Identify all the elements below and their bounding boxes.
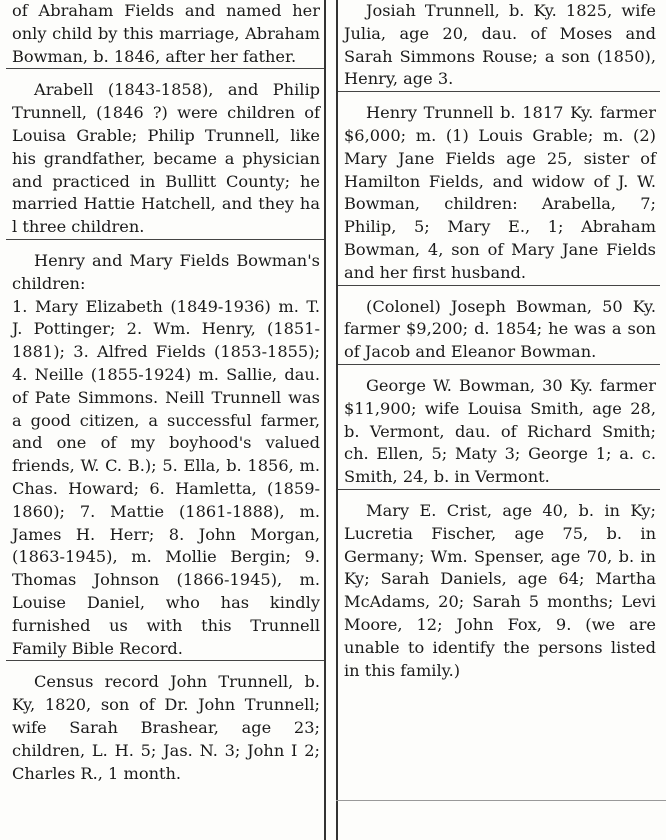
left-block-4 <box>6 667 324 785</box>
paragraph: Mary E. Crist, age 40, b. in Ky; Lucretia Fischer, age 75, b. in Germany; Wm. Spenser, age 70, b. in Ky; Sarah Daniels, age 64; Martha McAdams, 20; Sarah 5 months; Levi Moore, 12; John Fox, 9. (we are unable to identify the persons listed in this family.) <box>344 500 656 680</box>
paragraph: Census record John Trunnell, b. Ky, 1820, son of Dr. John Trunnell; wife Sarah Brashear, age 23; children, L. H. 5; Jas. N. 3; John I 2; Charles R., 1 month. <box>12 672 320 783</box>
paragraph: Arabell (1843-1858), and Philip Trunnell, (1846 ?) were children of Louisa Grable; Philip Trunnell, like his grandfather, became a physician and practiced in Bullitt County; he married Hattie Hatchell, and they ha l three children. <box>12 80 320 237</box>
paragraph: Henry Trunnell b. 1817 Ky. farmer $6,000; m. (1) Louis Grable; m. (2) Mary Jane Fields age 25, sister of Hamilton Fields, and widow of J. W. Bowman, children: Arabella, 7; Philip, 5; Mary E., 1; Abraham Bowman, 4, son of Mary Jane Fields and her first husband. <box>344 103 656 282</box>
left-block-2 <box>6 75 324 240</box>
left-column <box>6 0 326 840</box>
bottom-rule <box>336 800 666 801</box>
paragraph: Henry and Mary Fields Bowman's children: <box>12 250 320 293</box>
left-block-1 <box>6 0 324 69</box>
right-block-3 <box>338 292 660 365</box>
right-block-1 <box>338 0 660 92</box>
paragraph: Josiah Trunnell, b. Ky. 1825, wife Julia, age 20, dau. of Moses and Sarah Simmons Rouse; a son (1850), Henry, age 3. <box>344 1 656 89</box>
left-block-3 <box>6 246 324 661</box>
right-block-5 <box>338 496 660 682</box>
paragraph: of Abraham Fields and named her only child by this marriage, Abraham Bowman, b. 1846, after her father. <box>12 1 320 66</box>
right-column <box>336 0 660 840</box>
paragraph: George W. Bowman, 30 Ky. farmer $11,900; wife Louisa Smith, age 28, b. Vermont, dau. of Richard Smith; ch. Ellen, 5; Maty 3; George 1; a. c. Smith, 24, b. in Vermont. <box>344 375 656 487</box>
paragraph: 1. Mary Elizabeth (1849-1936) m. T. J. Pottinger; 2. Wm. Henry, (1851-1881); 3. Alfred Fields (1853-1855); 4. Neille (1855-1924) m. Sallie, dau. of Pate Simmons. Neill Trunnell was a good citizen, a successful farmer, and one of my boyhood's valued friends, W. C. B.); 5. Ella, b. 1856, m. Chas. Howard; 6. Hamletta, (1859-1860); 7. Mattie (1861-1888), m. James H. Herr; 8. John Morgan, (1863-1945), m. Mollie Bergin; 9. Thomas Johnson (1866-1945), m. Louise Daniel, who has kindly furnished us with this Trunnell Family Bible Record. <box>12 296 320 658</box>
paragraph: (Colonel) Joseph Bowman, 50 Ky. farmer $9,200; d. 1854; he was a son of Jacob and Eleanor Bowman. <box>344 296 656 362</box>
right-block-4 <box>338 371 660 490</box>
right-block-2 <box>338 98 660 285</box>
